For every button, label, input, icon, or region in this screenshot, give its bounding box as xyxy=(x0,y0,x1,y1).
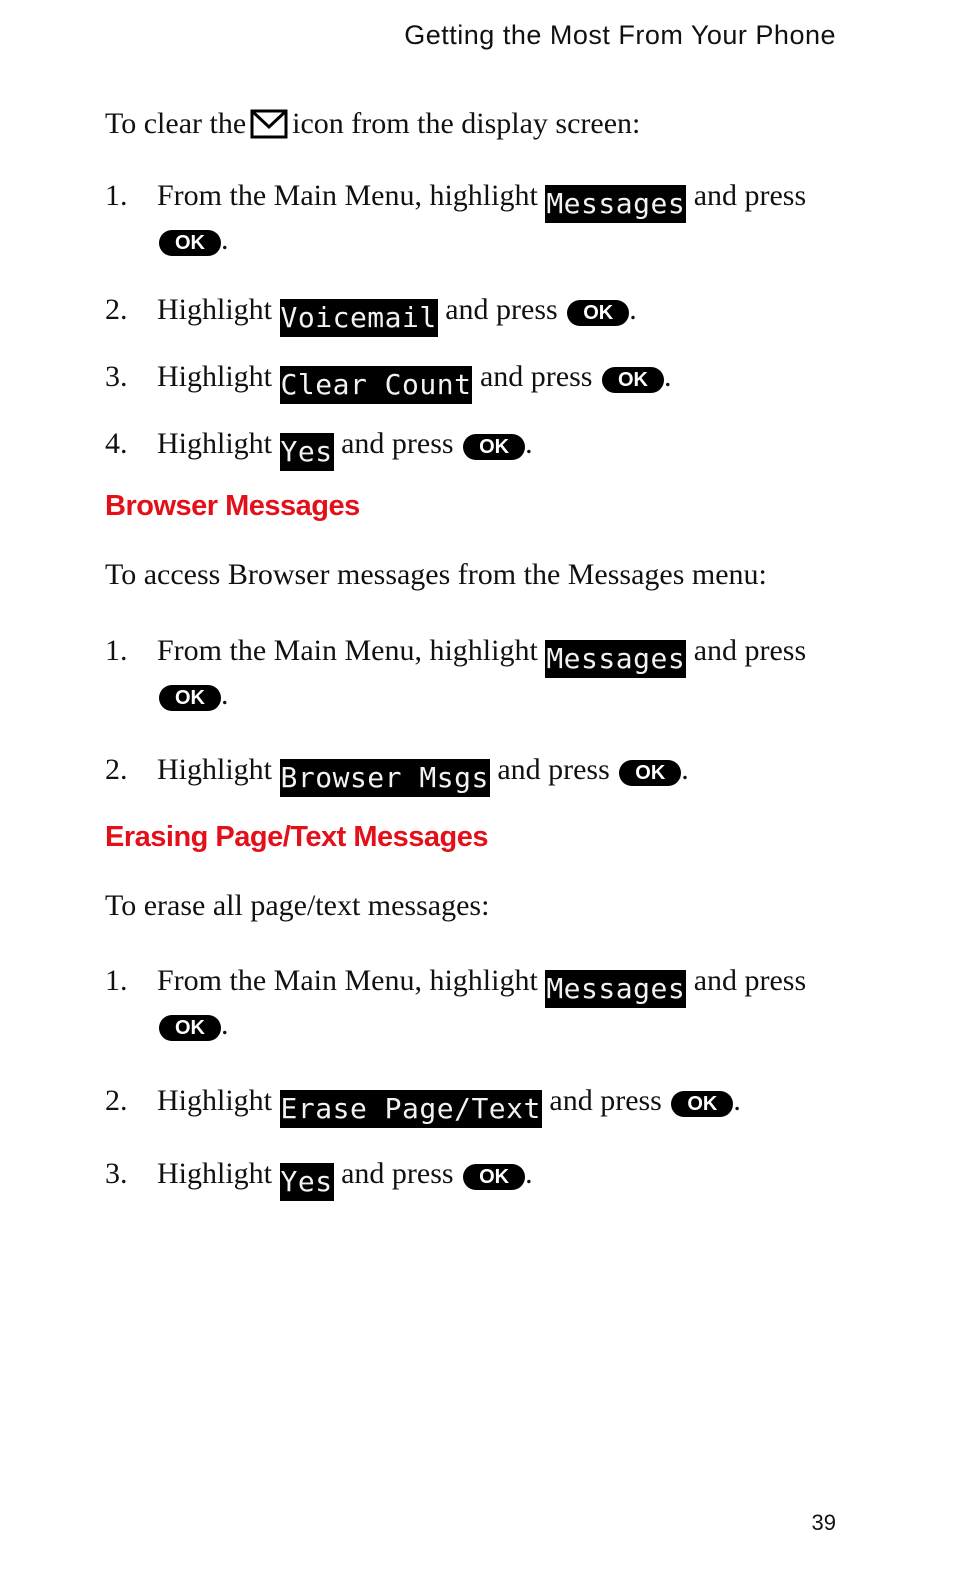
menu-item-messages: Messages xyxy=(545,640,686,678)
section-title-browser-messages: Browser Messages xyxy=(105,490,360,522)
step-text-after: and press xyxy=(693,964,807,997)
menu-item-clear-count: Clear Count xyxy=(280,366,473,404)
step-number: 2. xyxy=(105,1084,128,1117)
browser-intro: To access Browser messages from the Messages menu: xyxy=(105,558,767,591)
step-text: Highlight xyxy=(157,293,273,326)
menu-item-yes: Yes xyxy=(280,1163,334,1201)
step-text: Highlight xyxy=(157,753,273,786)
step-number: 1. xyxy=(105,964,128,997)
period: . xyxy=(733,1084,741,1117)
step-number: 3. xyxy=(105,360,128,393)
menu-item-yes: Yes xyxy=(280,433,334,471)
step-text: From the Main Menu, highlight xyxy=(157,179,538,212)
period: . xyxy=(663,360,672,393)
period: . xyxy=(221,223,229,256)
ok-key-icon: OK xyxy=(159,685,221,711)
ok-key-icon: OK xyxy=(159,230,221,256)
step-number: 1. xyxy=(105,179,128,212)
menu-item-browser-msgs: Browser Msgs xyxy=(280,759,490,797)
step-text: Highlight xyxy=(157,1084,273,1117)
period: . xyxy=(681,753,689,786)
clear-icon-intro xyxy=(105,104,640,150)
ok-key-icon: OK xyxy=(159,1015,221,1041)
running-header: Getting the Most From Your Phone xyxy=(404,20,836,50)
step-text: From the Main Menu, highlight xyxy=(157,634,538,667)
ok-key-icon: OK xyxy=(463,434,525,460)
period: . xyxy=(221,678,229,711)
intro-text-before: To clear the xyxy=(105,107,247,140)
step-text-after: and press xyxy=(341,427,454,460)
step-number: 2. xyxy=(105,753,128,786)
step-number: 3. xyxy=(105,1157,128,1190)
menu-item-erase-page-text: Erase Page/Text xyxy=(280,1090,542,1128)
period: . xyxy=(221,1008,229,1041)
intro-text-after: icon from the display screen: xyxy=(292,107,641,140)
step-text-after: and press xyxy=(549,1084,662,1117)
step-text-after: and press xyxy=(497,753,610,786)
step-text: From the Main Menu, highlight xyxy=(157,964,538,997)
step-text: Highlight xyxy=(157,360,273,393)
ok-key-icon: OK xyxy=(671,1091,733,1117)
period: . xyxy=(525,1157,533,1190)
step-text: Highlight xyxy=(157,1157,273,1190)
page-number: 39 xyxy=(811,1510,836,1535)
section-title-erasing-messages: Erasing Page/Text Messages xyxy=(105,821,488,853)
ok-key-icon: OK xyxy=(619,760,681,786)
menu-item-voicemail: Voicemail xyxy=(280,299,438,337)
period: . xyxy=(525,427,533,460)
step-text-after: and press xyxy=(693,179,807,212)
step-text-after: and press xyxy=(341,1157,454,1190)
step-number: 2. xyxy=(105,293,128,326)
step-number: 1. xyxy=(105,634,128,667)
ok-key-icon: OK xyxy=(602,367,664,393)
step-text: Highlight xyxy=(157,427,273,460)
ok-key-icon: OK xyxy=(567,300,629,326)
menu-item-messages: Messages xyxy=(545,185,686,223)
envelope-icon xyxy=(250,109,288,150)
step-text-after: and press xyxy=(445,293,558,326)
step-text-after: and press xyxy=(693,634,807,667)
step-number: 4. xyxy=(105,427,128,460)
period: . xyxy=(629,293,637,326)
erasing-intro: To erase all page/text messages: xyxy=(105,889,490,922)
menu-item-messages: Messages xyxy=(545,970,686,1008)
step-text-after: and press xyxy=(479,360,593,393)
ok-key-icon: OK xyxy=(463,1164,525,1190)
